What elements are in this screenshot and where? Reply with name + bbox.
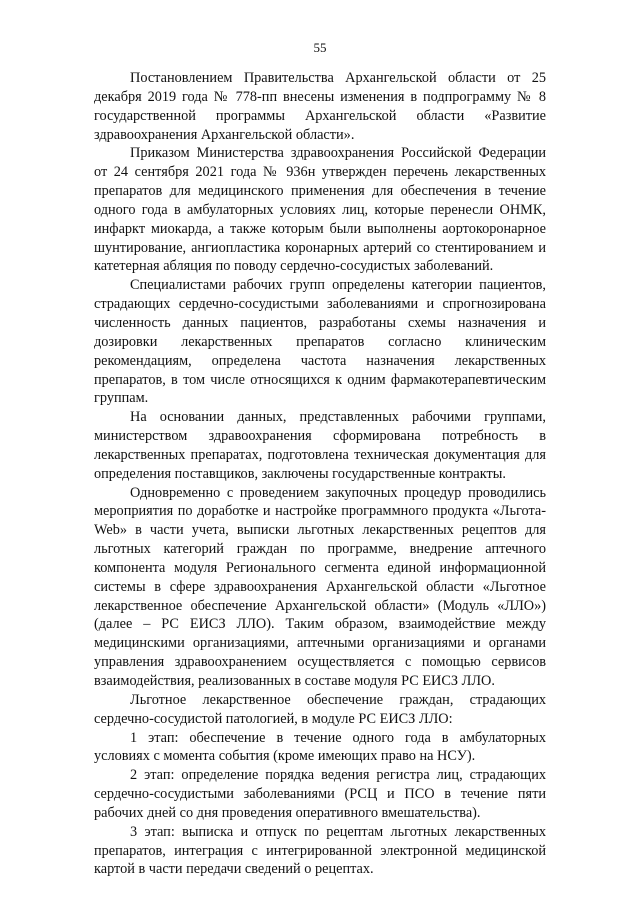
paragraph-provision-intro: Льготное лекарственное обеспечение граждан, страдающих сердечно-сосудистой патологией, в модуле РС ЕИСЗ ЛЛО:	[94, 691, 546, 727]
paragraph-resolution: Постановлением Правительства Архангельской области от 25 декабря 2019 года № 778-пп внесены изменения в подпрограмму № 8 государственной программы Архангельской области «Развитие здравоохранения Архангельской области».	[94, 70, 546, 143]
paragraph-ministry-order: Приказом Министерства здравоохранения Российской Федерации от 24 сентября 2021 года № 936н утвержден перечень лекарственных препаратов для медицинского применения для обеспечения в течение одного года в амбулаторных условиях лиц, которые перенесли ОНМК, инфаркт миокарда, а также которым были выполнены аортокоронарное шунтирование, ангиопластика коронарных артерий со стентированием и катетерная абляция по поводу сердечно-сосудистых заболеваний.	[94, 145, 546, 275]
paragraph-software: Одновременно с проведением закупочных процедур проводились мероприятия по доработке и настройке программного продукта «Льгота-Web» в части учета, выписки льготных лекарственных рецептов для льготных категорий граждан по программе, внедрение аптечного компонента модуля Регионального сегмента единой информационной системы в сфере здравоохранения Архангельской области «Льготное лекарственное обеспечение Архангельской области» (Модуль «ЛЛО») (далее – РС ЕИСЗ ЛЛО). Таким образом, взаимодействие между медицинскими организациями, аптечными организациями и органами управления здравоохранением осуществляется с помощью сервисов взаимодействия, реализованных в составе модуля РС ЕИСЗ ЛЛО.	[94, 484, 546, 689]
paragraph-stage-1: 1 этап: обеспечение в течение одного года в амбулаторных условиях с момента события (кроме имеющих право на НСУ).	[94, 729, 546, 765]
paragraph-stage-2: 2 этап: определение порядка ведения регистра лиц, страдающих сердечно-сосудистыми заболеваниями (РСЦ и ПСО в течение пяти рабочих дней со дня проведения оперативного вмешательства).	[94, 767, 546, 821]
page-number: 55	[313, 40, 327, 55]
paragraph-stage-3: 3 этап: выписка и отпуск по рецептам льготных лекарственных препаратов, интеграция с интегрированной электронной медицинской картой в части передачи сведений о рецептах.	[94, 823, 546, 878]
paragraph-working-groups: Специалистами рабочих групп определены категории пациентов, страдающих сердечно-сосудистыми заболеваниями и спрогнозирована численность данных пациентов, разработаны схемы назначения и дозировки лекарственных препаратов согласно клиническим рекомендациям, определена частота назначения лекарственных препаратов, в том числе относящихся к одним фармакотерапевтическим группам.	[94, 277, 546, 407]
paragraph-demand: На основании данных, представленных рабочими группами, министерством здравоохранения сформирована потребность в лекарственных препаратах, подготовлена техническая документация для определения поставщиков, заключены государственные контракты.	[94, 409, 546, 482]
document-body	[94, 69, 546, 879]
